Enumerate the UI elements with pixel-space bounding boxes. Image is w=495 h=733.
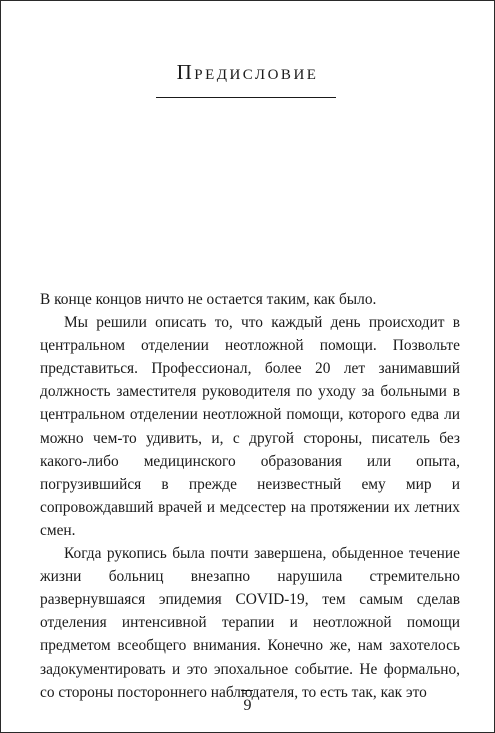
title-rule xyxy=(156,97,336,98)
page-number: 9 xyxy=(243,697,252,714)
body-text xyxy=(40,288,460,704)
paragraph-1: В конце концов ничто не остается таким, как было. xyxy=(40,291,377,308)
folio-dash xyxy=(241,690,253,691)
paragraph-2: Мы решили описать то, что каждый день происходит в центральном отделении неотложной помощи. Позвольте представиться. Профессионал, более 20 лет занимавший должность заместителя руководителя по уходу за больными в центральном отделении неотложной помощи, которого едва ли можно чем-то удивить, и, с другой стороны, писатель без какого-либо медицинского образования или опыта, погрузившийся в прежде неизвестный ему мир и сопровождавший врачей и медсестер на протяжении их летних смен. xyxy=(40,314,460,539)
chapter-title: Предисловие xyxy=(176,60,319,84)
paragraph-3: Когда рукопись была почти завершена, обыденное течение жизни больниц внезапно нарушила стремительно развернувшаяся эпидемия COVID-19, тем самым сделав отделения интенсивной терапии и неотложной помощи предметом всеобщего внимания. Конечно же, нам захотелось задокументировать и это эпохальное событие. Не формально, со стороны постороннего наблюдателя, то есть так, как это xyxy=(40,545,460,701)
